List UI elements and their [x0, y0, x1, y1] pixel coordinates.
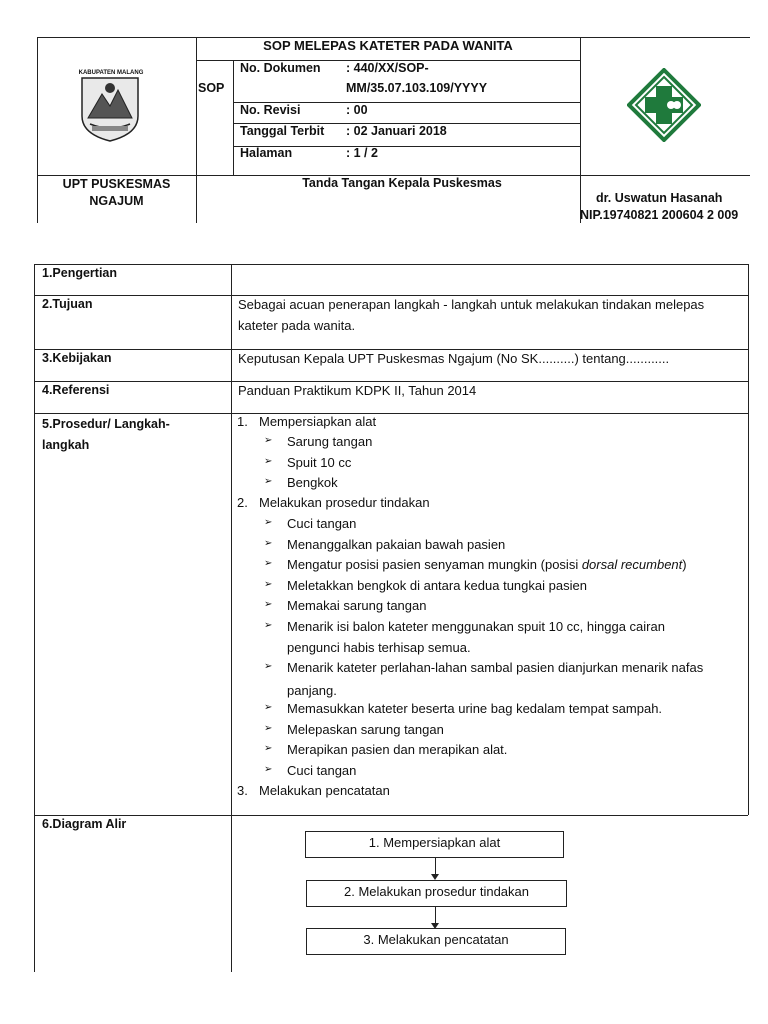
referensi-text: Panduan Praktikum KDPK II, Tahun 2014 [238, 383, 477, 398]
list-item: Cuci tangan [287, 763, 357, 778]
arrow-bullet-icon: ➢ [264, 743, 273, 754]
arrow-bullet-icon: ➢ [264, 764, 273, 775]
list-item: Cuci tangan [287, 516, 357, 531]
section-label-pengertian: 1.Pengertian [42, 266, 118, 280]
arrow-bullet-icon: ➢ [264, 456, 273, 467]
list-item: Menarik isi balon kateter menggunakan spuit 10 cc, hingga cairan [287, 619, 665, 634]
revision-label: No. Revisi [240, 103, 301, 117]
list-item: Melepaskan sarung tangan [287, 722, 444, 737]
list-item-text: Mengatur posisi pasien senyaman mungkin (posisi [287, 557, 582, 572]
puskesmas-logo [627, 68, 701, 142]
arrow-bullet-icon: ➢ [264, 702, 273, 713]
signature-label: Tanda Tangan Kepala Puskesmas [302, 176, 502, 190]
puskesmas-cross-icon [627, 68, 701, 142]
arrow-bullet-icon: ➢ [264, 538, 273, 549]
doc-number-value: : 440/XX/SOP- [346, 61, 429, 75]
arrow-bullet-icon: ➢ [264, 723, 273, 734]
list-item: Merapikan pasien dan merapikan alat. [287, 742, 508, 757]
sop-label: SOP [198, 81, 225, 95]
tujuan-text-line1: Sebagai acuan penerapan langkah - langkah untuk melakukan tindakan melepas [238, 297, 705, 312]
tujuan-text-line2: kateter pada wanita. [238, 318, 356, 333]
org-name-line2: NGAJUM [89, 194, 144, 208]
step-title: Melakukan prosedur tindakan [259, 495, 430, 510]
doc-number-label: No. Dokumen [240, 61, 321, 75]
section-label-prosedur [42, 414, 170, 456]
issue-date-value: : 02 Januari 2018 [346, 124, 447, 138]
arrow-bullet-icon: ➢ [264, 599, 273, 610]
step-number: 3. [237, 783, 248, 798]
italic-close: ) [682, 557, 687, 572]
arrow-bullet-icon: ➢ [264, 661, 273, 672]
issue-date-label: Tanggal Terbit [240, 124, 325, 138]
page-value: : 1 / 2 [346, 146, 378, 160]
step-number: 2. [237, 495, 248, 510]
step-title: Mempersiapkan alat [259, 414, 377, 429]
signer-nip: NIP.19740821 200604 2 009 [580, 208, 739, 222]
list-item-cont: panjang. [287, 683, 337, 698]
signer-name: dr. Uswatun Hasanah [596, 191, 723, 205]
step-title: Melakukan pencatatan [259, 783, 390, 798]
org-name-line1: UPT PUSKESMAS [62, 177, 171, 191]
list-item: Bengkok [287, 475, 338, 490]
section-label-kebijakan: 3.Kebijakan [42, 351, 112, 365]
arrow-bullet-icon: ➢ [264, 476, 273, 487]
step-number: 1. [237, 414, 248, 429]
flow-box-2: 2. Melakukan prosedur tindakan [306, 880, 567, 907]
page-label: Halaman [240, 146, 293, 160]
document-title: SOP MELEPAS KATETER PADA WANITA [263, 38, 513, 53]
flow-box-1: 1. Mempersiapkan alat [305, 831, 564, 858]
list-item: Memakai sarung tangan [287, 598, 427, 613]
list-item: Spuit 10 cc [287, 455, 352, 470]
section-label-tujuan: 2.Tujuan [42, 297, 93, 311]
section-label-diagram: 6.Diagram Alir [42, 817, 127, 831]
arrow-bullet-icon: ➢ [264, 579, 273, 590]
section-label-referensi: 4.Referensi [42, 383, 110, 397]
revision-value: : 00 [346, 103, 368, 117]
italic-term: dorsal recumbent [581, 557, 683, 572]
list-item: Meletakkan bengkok di antara kedua tungkai pasien [287, 578, 587, 593]
list-item: Sarung tangan [287, 434, 373, 449]
flow-box-3: 3. Melakukan pencatatan [306, 928, 566, 955]
arrow-bullet-icon: ➢ [264, 558, 273, 569]
logo-caption: KABUPATEN MALANG [76, 70, 146, 76]
list-item [287, 554, 687, 575]
prosedur-label-line1: 5.Prosedur/ Langkah- [42, 417, 170, 431]
kebijakan-text: Keputusan Kepala UPT Puskesmas Ngajum (No SK..........) tentang............ [238, 351, 670, 366]
list-item: Menarik kateter perlahan-lahan sambal pasien dianjurkan menarik nafas [287, 660, 704, 675]
list-item-cont: pengunci habis terhisap semua. [287, 640, 471, 655]
regency-logo [74, 68, 146, 143]
arrow-bullet-icon: ➢ [264, 435, 273, 446]
arrow-bullet-icon: ➢ [264, 517, 273, 528]
arrow-bullet-icon: ➢ [264, 620, 273, 631]
list-item: Menanggalkan pakaian bawah pasien [287, 537, 506, 552]
list-item: Memasukkan kateter beserta urine bag kedalam tempat sampah. [287, 701, 663, 716]
prosedur-label-line2: langkah [42, 438, 90, 452]
regency-emblem-icon [74, 68, 146, 143]
org-name [37, 176, 196, 210]
doc-number-value-cont: MM/35.07.103.109/YYYY [346, 81, 488, 95]
